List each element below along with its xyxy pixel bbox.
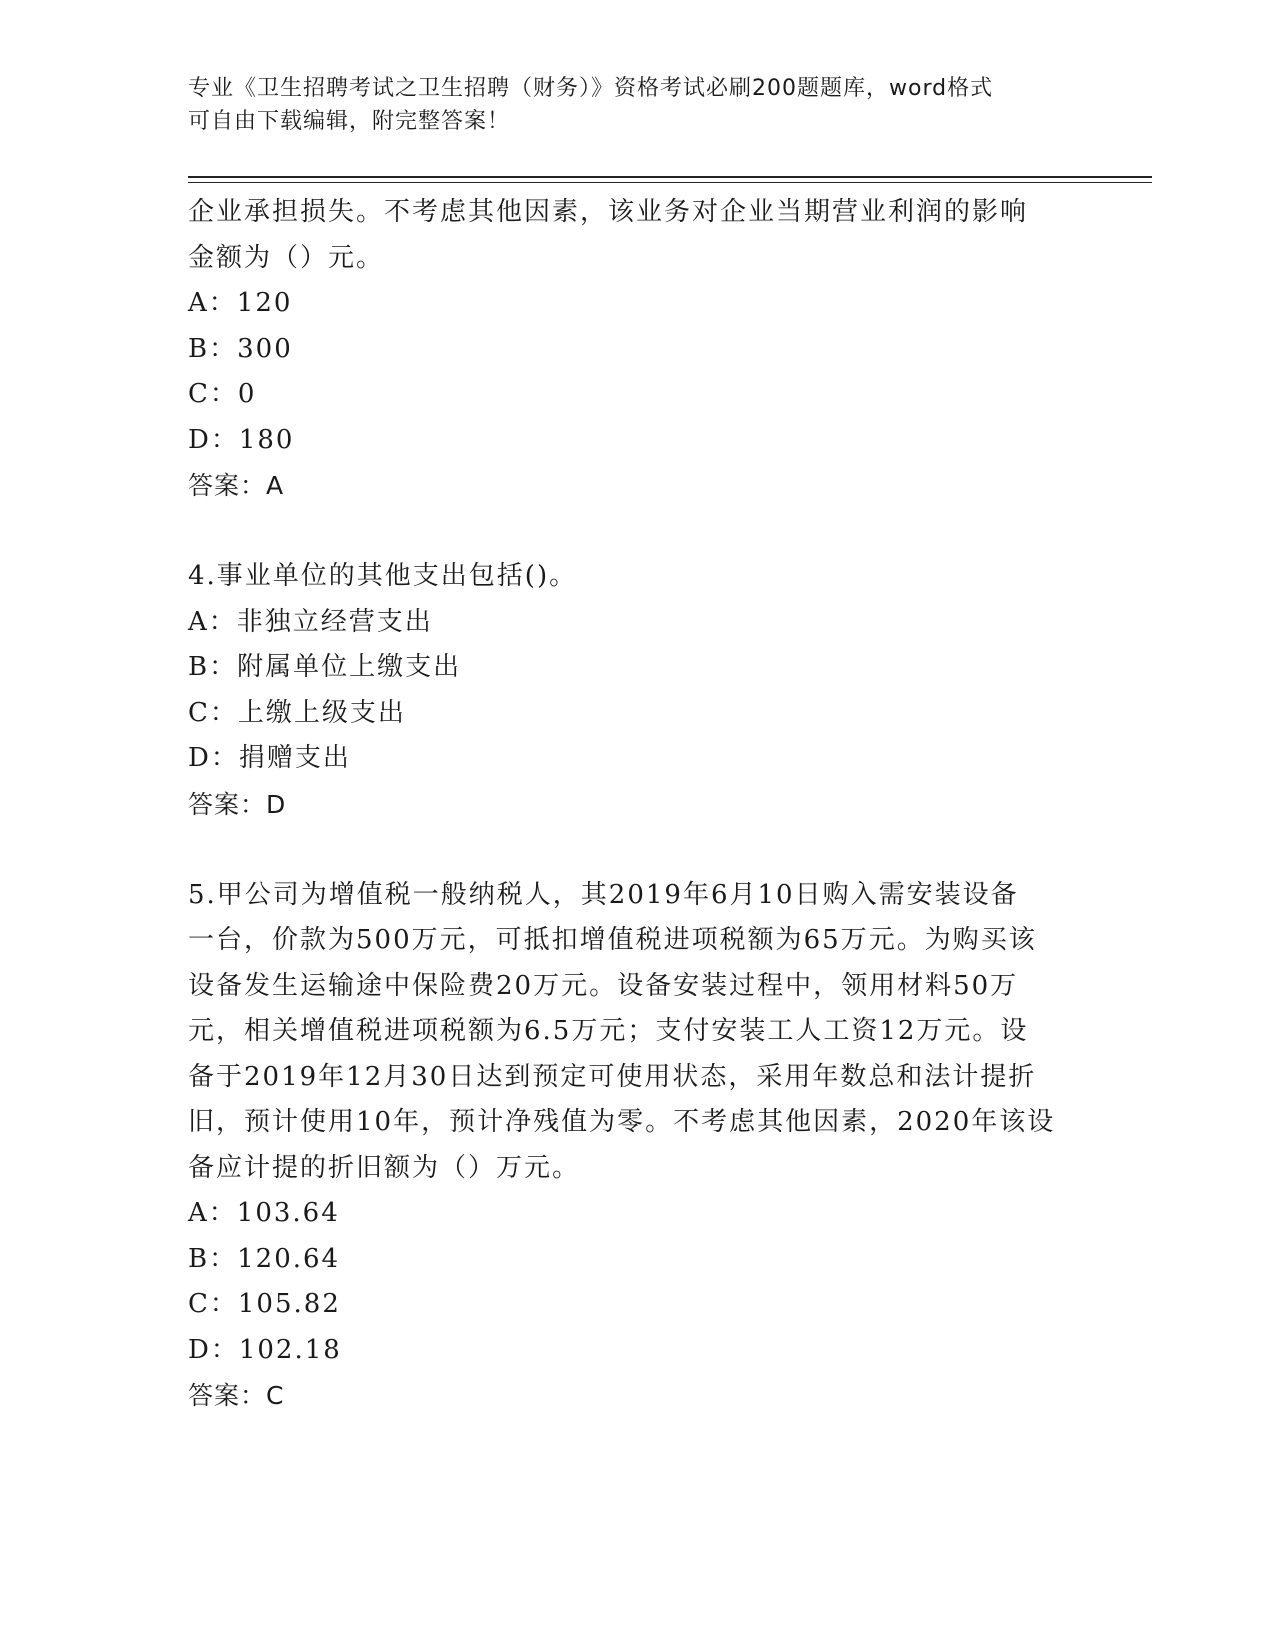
question-stem-line: 金额为（）元。 (188, 242, 385, 273)
option-b: B：附属单位上缴支出 (188, 652, 462, 682)
answer-label: 答案：D (188, 789, 287, 819)
option-c: C：105.82 (188, 1289, 341, 1319)
answer-label: 答案：C (188, 1381, 285, 1410)
option-a: A：非独立经营支出 (188, 606, 433, 637)
option-c: C：0 (188, 379, 257, 409)
question-4 (188, 554, 1088, 827)
answer-label: 答案：A (188, 471, 285, 500)
question-stem-line: 设备发生运输途中保险费20万元。设备安装过程中，领用材料50万 (188, 970, 1019, 1001)
option-a: A：120 (188, 288, 293, 318)
question-stem-line: 4.事业单位的其他支出包括()。 (188, 561, 578, 591)
question-stem-line: 5.甲公司为增值税一般纳税人，其2019年6月10日购入需安装设备 (188, 879, 1019, 910)
option-d: D：180 (188, 424, 295, 455)
option-b: B：120.64 (188, 1243, 341, 1274)
option-b: B：300 (188, 333, 293, 364)
question-stem-line: 一台，价款为500万元，可抵扣增值税进项税额为65万元。为购买该 (188, 925, 1037, 955)
question-stem-line: 旧，预计使用10年，预计净残值为零。不考虑其他因素，2020年该设 (188, 1107, 1056, 1137)
question-3 (188, 190, 1088, 509)
question-spacer (188, 827, 1088, 873)
header-title-line-1: 专业《卫生招聘考试之卫生招聘（财务）》资格考试必刷200题题库，word格式 (188, 76, 994, 101)
option-d: D：102.18 (188, 1334, 342, 1365)
header-divider (188, 176, 1152, 183)
question-stem-line: 备应计提的折旧额为（）万元。 (188, 1152, 581, 1183)
document-header (188, 72, 1068, 138)
option-d: D：捐赠支出 (188, 743, 351, 773)
question-5 (188, 873, 1088, 1419)
option-c: C：上缴上级支出 (188, 697, 406, 728)
question-list (188, 190, 1088, 1419)
question-stem-line: 备于2019年12月30日达到预定可使用状态，采用年数总和法计提折 (188, 1061, 1037, 1092)
question-stem-line: 企业承担损失。不考虑其他因素，该业务对企业当期营业利润的影响 (188, 197, 1029, 227)
header-title-line-2: 可自由下载编辑，附完整答案！ (188, 109, 511, 134)
question-stem-line: 元，相关增值税进项税额为6.5万元；支付安装工人工资12万元。设 (188, 1016, 1029, 1046)
option-a: A：103.64 (188, 1198, 340, 1228)
question-spacer (188, 509, 1088, 555)
